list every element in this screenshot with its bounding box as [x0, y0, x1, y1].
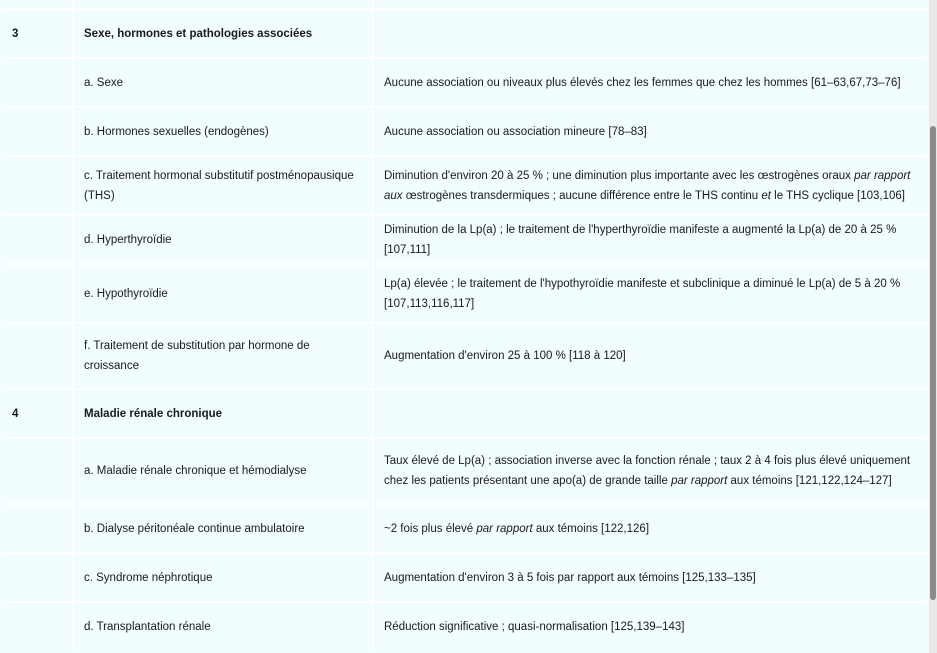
factor-cell: f. Traitement de substitution par hormone de croissance	[73, 323, 373, 389]
effect-emphasis: par rapport aux	[384, 169, 911, 202]
lpa-factors-table	[4, 0, 927, 650]
effect-emphasis: par rapport	[671, 475, 728, 487]
table-row	[4, 156, 927, 215]
section-title: Sexe, hormones et pathologies associées	[73, 9, 373, 58]
effect-emphasis: et	[761, 189, 771, 202]
table-row	[4, 323, 927, 389]
effect-cell: Lp(a) élevée ; le traitement de l'hypothyroïdie manifeste et subclinique a diminué le Lp(a) de 5 à 20 % [107,113,116,117]	[373, 264, 927, 323]
effect-text: œstrogènes transdermiques ; aucune différence entre le THS continu	[402, 189, 762, 202]
section-number: 3	[4, 9, 73, 58]
table-row	[4, 553, 927, 602]
factor-cell: b. Hormones sexuelles (endogènes)	[73, 107, 373, 156]
effect-text: Diminution d'environ 20 à 25 % ; une diminution plus importante avec les œstrogènes oraux	[384, 169, 855, 182]
scrollbar-thumb[interactable]	[930, 126, 936, 600]
table-row	[4, 602, 927, 650]
table-row	[4, 58, 927, 107]
effect-cell	[373, 156, 927, 215]
effect-text: aux témoins [121,122,124–127]	[727, 475, 892, 487]
effect-cell	[373, 438, 927, 504]
factor-cell: d. Hyperthyroïdie	[73, 215, 373, 264]
section-title: Maladie rénale chronique	[73, 389, 373, 438]
table-row	[4, 264, 927, 323]
table-row	[4, 215, 927, 264]
effect-cell: Aucune association ou niveaux plus élevés chez les femmes que chez les hommes [61–63,67,73–76]	[373, 58, 927, 107]
factor-cell: c. Traitement hormonal substitutif postménopausique (THS)	[73, 156, 373, 215]
vertical-scrollbar[interactable]	[929, 0, 937, 653]
factor-cell: c. Syndrome néphrotique	[73, 553, 373, 602]
effect-text: ~2 fois plus élevé	[384, 522, 477, 535]
table-row	[4, 0, 927, 9]
table-row	[4, 438, 927, 504]
section-header-row	[4, 9, 927, 58]
factor-cell: b. Dialyse péritonéale continue ambulatoire	[73, 504, 373, 553]
effect-emphasis: par rapport	[476, 522, 533, 535]
table-row	[4, 504, 927, 553]
effect-cell	[373, 504, 927, 553]
effect-cell: Diminution de la Lp(a) ; le traitement de l'hyperthyroïdie manifeste a augmenté la Lp(a) de 20 à 25 % [107,111]	[373, 215, 927, 264]
factor-cell: a. Sexe	[73, 58, 373, 107]
effect-cell: Augmentation d'environ 25 à 100 % [118 à 120]	[373, 323, 927, 389]
factor-cell: e. Hypothyroïdie	[73, 264, 373, 323]
factor-cell: a. Maladie rénale chronique et hémodialyse	[73, 438, 373, 504]
effect-text: Taux élevé de Lp(a) ; association inverse avec la fonction rénale ; taux 2 à 4 fois plus élevé uniquement chez les patients présentant une apo(a) de grande taille	[384, 455, 911, 487]
effect-text: le THS cyclique [103,106]	[770, 189, 905, 202]
table-row	[4, 107, 927, 156]
section-header-row	[4, 389, 927, 438]
factor-cell: d. Transplantation rénale	[73, 602, 373, 650]
effect-cell: Augmentation d'environ 3 à 5 fois par rapport aux témoins [125,133–135]	[373, 553, 927, 602]
section-number: 4	[4, 389, 73, 438]
effect-cell: Réduction significative ; quasi-normalisation [125,139–143]	[373, 602, 927, 650]
effect-cell: Aucune association ou association mineure [78–83]	[373, 107, 927, 156]
effect-text: aux témoins [122,126]	[532, 522, 650, 535]
